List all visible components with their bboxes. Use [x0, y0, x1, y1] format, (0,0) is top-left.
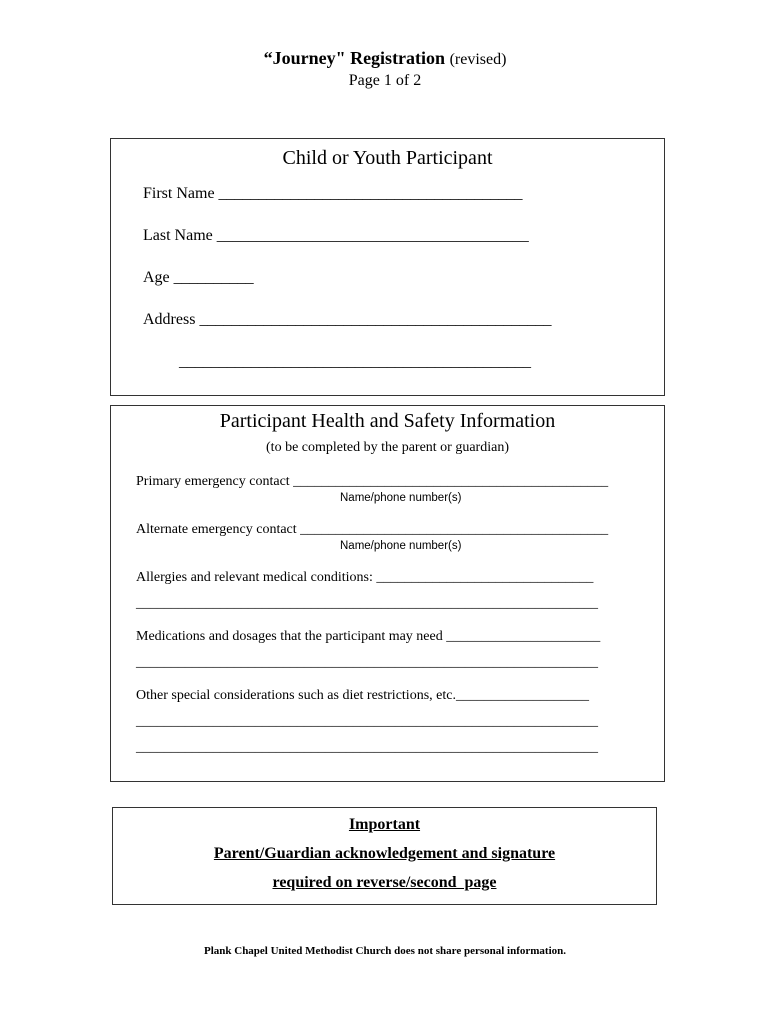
- other-considerations-field[interactable]: Other special considerations such as diet restrictions, etc.___________________: [136, 688, 589, 703]
- address-field[interactable]: Address ____________________________________________: [143, 311, 552, 328]
- primary-contact-hint: Name/phone number(s): [340, 492, 462, 504]
- age-field[interactable]: Age __________: [143, 269, 254, 286]
- privacy-footer: Plank Chapel United Methodist Church does not share personal information.: [203, 945, 567, 957]
- health-section: [110, 405, 665, 782]
- health-subheading: (to be completed by the parent or guardian): [266, 440, 509, 455]
- primary-contact-field[interactable]: Primary emergency contact _____________________________________________: [136, 474, 609, 489]
- page-indicator: Page 1 of 2: [348, 72, 422, 89]
- last-name-field[interactable]: Last Name _______________________________________: [143, 227, 529, 244]
- participant-section: [110, 138, 665, 396]
- other-line3[interactable]: __________________________________________________________________: [136, 740, 598, 755]
- alternate-contact-field[interactable]: Alternate emergency contact ____________________________________________: [136, 522, 609, 537]
- other-line2[interactable]: __________________________________________________________________: [136, 714, 598, 729]
- title-main: “Journey" Registration: [263, 48, 446, 68]
- important-line2: required on reverse/second page: [272, 874, 497, 891]
- form-title: [0, 48, 770, 69]
- important-line1: Parent/Guardian acknowledgement and signature: [213, 845, 556, 862]
- medications-field[interactable]: Medications and dosages that the participant may need ______________________: [136, 629, 601, 644]
- alternate-contact-hint: Name/phone number(s): [340, 540, 462, 552]
- first-name-field[interactable]: First Name ______________________________________: [143, 185, 523, 202]
- title-suffix: (revised): [449, 51, 507, 68]
- medications-line2[interactable]: __________________________________________________________________: [136, 655, 598, 670]
- allergies-field[interactable]: Allergies and relevant medical conditions: _______________________________: [136, 570, 594, 585]
- participant-heading: Child or Youth Participant: [282, 147, 493, 169]
- important-notice: [112, 807, 657, 905]
- address-line2-field[interactable]: ____________________________________________: [179, 353, 531, 370]
- important-heading: Important: [348, 816, 421, 833]
- health-heading: Participant Health and Safety Information: [219, 410, 556, 432]
- allergies-line2[interactable]: __________________________________________________________________: [136, 596, 598, 611]
